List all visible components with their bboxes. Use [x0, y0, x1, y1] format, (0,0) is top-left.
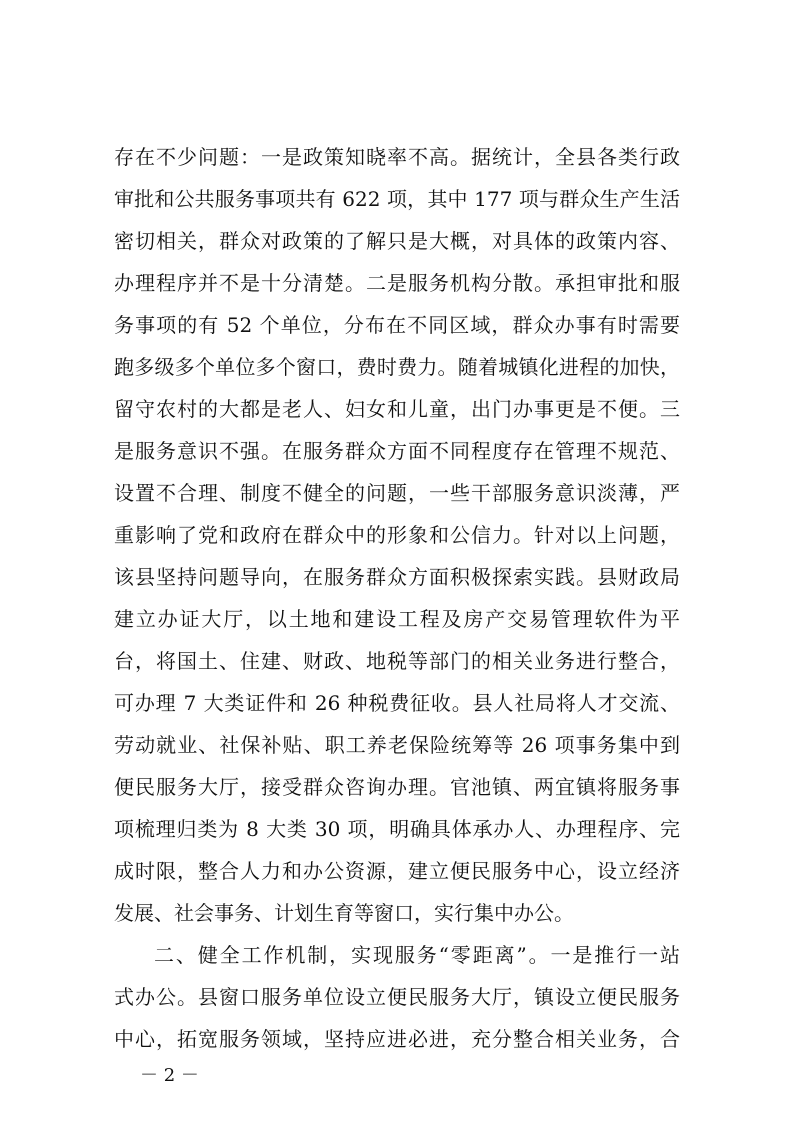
body-text-line: 劳动就业、社保补贴、职工养老保险统筹等 26 项事务集中到	[114, 733, 680, 757]
body-text-line: 密切相关，群众对政策的了解只是大概，对具体的政策内容、	[114, 229, 680, 253]
body-text-line: 式办公。县窗口服务单位设立便民服务大厅，镇设立便民服务	[114, 985, 680, 1009]
body-text-line: 该县坚持问题导向，在服务群众方面积极探索实践。县财政局	[114, 565, 680, 589]
body-text-line: 重影响了党和政府在群众中的形象和公信力。针对以上问题，	[114, 523, 680, 547]
body-text-line: 办理程序并不是十分清楚。二是服务机构分散。承担审批和服	[114, 271, 680, 295]
body-text-line: 发展、社会事务、计划生育等窗口，实行集中办公。	[114, 901, 574, 925]
section-text: 一是推行一站	[550, 943, 681, 967]
body-text-line: 留守农村的大都是老人、妇女和儿童，出门办事更是不便。三	[114, 397, 680, 421]
body-text-line: 项梳理归类为 8 大类 30 项，明确具体承办人、办理程序、完	[114, 817, 680, 841]
body-text-line: 便民服务大厅，接受群众咨询办理。官池镇、两宜镇将服务事	[114, 775, 680, 799]
body-text-line: 成时限，整合人力和办公资源，建立便民服务中心，设立经济	[114, 859, 680, 883]
body-text-line: 建立办证大厅，以土地和建设工程及房产交易管理软件为平	[114, 607, 680, 631]
section-heading-line	[154, 940, 680, 970]
body-text-line: 设置不合理、制度不健全的问题，一些干部服务意识淡薄，严	[114, 481, 680, 505]
body-text-line: 务事项的有 52 个单位，分布在不同区域，群众办事有时需要	[114, 313, 680, 337]
page-number: － 2 －	[140, 1065, 199, 1086]
body-text-line: 台，将国土、住建、财政、地税等部门的相关业务进行整合，	[114, 649, 680, 673]
body-text-line: 存在不少问题：一是政策知晓率不高。据统计，全县各类行政	[114, 145, 680, 169]
body-text-line: 跑多级多个单位多个窗口，费时费力。随着城镇化进程的加快，	[114, 355, 680, 379]
body-text-line: 审批和公共服务事项共有 622 项，其中 177 项与群众生产生活	[114, 187, 680, 211]
body-text-line: 是服务意识不强。在服务群众方面不同程度存在管理不规范、	[114, 439, 680, 463]
body-text-line: 中心，拓宽服务领域，坚持应进必进，充分整合相关业务，合	[114, 1027, 680, 1051]
section-heading: 二、健全工作机制，实现服务“零距离”。	[154, 943, 551, 967]
body-text-line: 可办理 7 大类证件和 26 种税费征收。县人社局将人才交流、	[114, 691, 680, 715]
